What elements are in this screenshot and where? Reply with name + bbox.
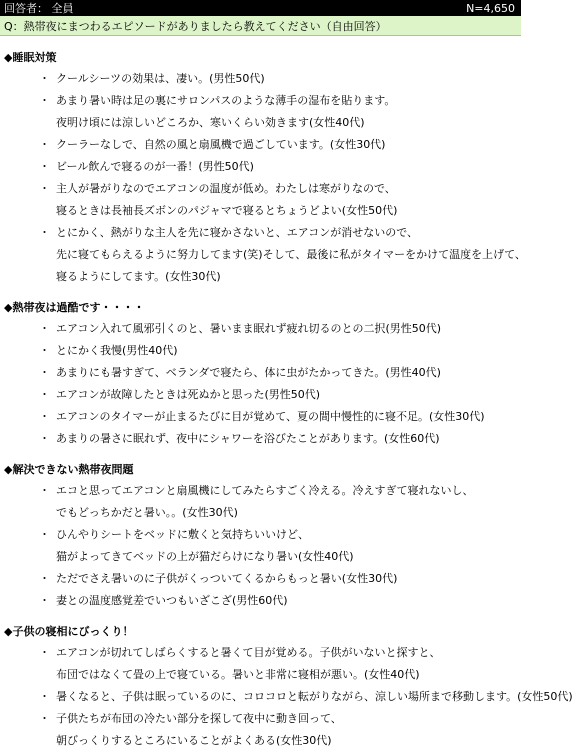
list-item (0, 480, 521, 524)
answer-items (0, 68, 526, 288)
bullet-icon: ・ (39, 138, 50, 151)
list-item (0, 708, 521, 752)
respondent-header (0, 0, 521, 16)
list-item (0, 590, 521, 612)
bullet-icon: ・ (39, 690, 50, 703)
answer-line: 主人が暑がりなのでエアコンの温度が低め。わたしは寒がりなので、 (56, 182, 396, 195)
answer-line: 夜明け頃には涼しいどころか、寒いくらい効きます(女性40代) (56, 116, 365, 129)
sample-count: N=4,650 (466, 1, 515, 15)
answer-line: エアコンが故障したときは死ぬかと思った(男性50代) (56, 388, 321, 401)
bullet-icon: ・ (39, 94, 50, 107)
bullet-icon: ・ (39, 410, 50, 423)
bullet-icon: ・ (39, 322, 50, 335)
bullet-icon: ・ (39, 572, 50, 585)
bullet-icon: ・ (39, 160, 50, 173)
question-text: Q：熱帯夜にまつわるエピソードがありましたら教えてください（自由回答） (4, 19, 387, 33)
answer-line: 妻との温度感覚差でいつもいざこざ(男性60代) (56, 594, 288, 607)
list-item (0, 384, 521, 406)
answer-line: 子供たちが布団の冷たい部分を探して夜中に動き回って、 (56, 712, 342, 725)
bullet-icon: ・ (39, 388, 50, 401)
answer-line: あまりにも暑すぎて、ベランダで寝たら、体に虫がたかってきた。(男性40代) (56, 366, 441, 379)
bullet-icon: ・ (39, 528, 50, 541)
answer-line: でもどっちかだと暑い。。(女性30代) (56, 506, 238, 519)
list-item (0, 156, 521, 178)
respondents-label: 回答者： 全員 (4, 2, 74, 15)
section-title: ◆睡眠対策 (4, 51, 57, 64)
question-bar (0, 16, 521, 36)
bullet-icon: ・ (39, 226, 50, 239)
answer-line: ひんやりシートをベッドに敷くと気持ちいいけど、 (56, 528, 309, 541)
list-item (0, 134, 521, 156)
bullet-icon: ・ (39, 484, 50, 497)
list-item (0, 428, 521, 450)
answer-line: とにかく我慢(男性40代) (56, 344, 178, 357)
bullet-icon: ・ (39, 432, 50, 445)
answer-line: 先に寝てもらえるように努力してます(笑)そして、最後に私がタイマーをかけて温度を上げて、 (56, 248, 526, 261)
answer-line: 暑くなると、子供は眠っているのに、コロコロと転がりながら、涼しい場所まで移動します。(女性50代) (56, 690, 573, 703)
list-item (0, 340, 521, 362)
list-item (0, 642, 521, 686)
list-item (0, 362, 521, 384)
bullet-icon: ・ (39, 72, 50, 85)
answer-items (0, 642, 573, 752)
list-item (0, 222, 526, 288)
list-item (0, 686, 573, 708)
bullet-icon: ・ (39, 594, 50, 607)
answer-line: あまりの暑さに眠れず、夜中にシャワーを浴びたことがあります。(女性60代) (56, 432, 440, 445)
answer-section (0, 298, 521, 450)
list-item (0, 406, 521, 428)
answer-line: 布団ではなくて畳の上で寝ている。暑いと非常に寝相が悪い。(女性40代) (56, 668, 420, 681)
list-item (0, 318, 521, 340)
answer-line: ただでさえ暑いのに子供がくっついてくるからもっと暑い(女性30代) (56, 572, 398, 585)
answer-line: 寝るときは長袖長ズボンのパジャマで寝るとちょうどよい(女性50代) (56, 204, 398, 217)
bullet-icon: ・ (39, 712, 50, 725)
list-item (0, 178, 521, 222)
bullet-icon: ・ (39, 182, 50, 195)
answer-section (0, 460, 521, 612)
bullet-icon: ・ (39, 344, 50, 357)
answer-line: エアコンのタイマーが止まるたびに目が覚めて、夏の間中慢性的に寝不足。(女性30代) (56, 410, 485, 423)
section-title: ◆解決できない熱帯夜問題 (4, 463, 134, 476)
answer-line: クールシーツの効果は、凄い。(男性50代) (56, 72, 265, 85)
answer-section (0, 622, 573, 752)
answer-line: エアコンが切れてしばらくすると暑くて目が覚める。子供がいないと探すと、 (56, 646, 441, 659)
answer-section (0, 48, 526, 288)
answer-line: 寝るようにしてます。(女性30代) (56, 270, 221, 283)
section-title: ◆熱帯夜は過酷です・・・・ (4, 301, 145, 314)
list-item (0, 90, 521, 134)
answer-line: エアコン入れて風邪引くのと、暑いまま眠れず疲れ切るのとの二択(男性50代) (56, 322, 442, 335)
answer-line: エコと思ってエアコンと扇風機にしてみたらすごく冷える。冷えすぎて寝れないし、 (56, 484, 474, 497)
list-item (0, 524, 521, 568)
answer-line: 猫がよってきてベッドの上が猫だらけになり暑い(女性40代) (56, 550, 354, 563)
list-item (0, 68, 521, 90)
answer-items (0, 480, 521, 612)
answer-line: あまり暑い時は足の裏にサロンパスのような薄手の湿布を貼ります。 (56, 94, 396, 107)
bullet-icon: ・ (39, 646, 50, 659)
answer-line: クーラーなしで、自然の風と扇風機で過ごしています。(女性30代) (56, 138, 386, 151)
section-title: ◆子供の寝相にびっくり！ (4, 625, 134, 638)
answer-line: とにかく、熱がりな主人を先に寝かさないと、エアコンが消せないので、 (56, 226, 419, 239)
answer-items (0, 318, 521, 450)
bullet-icon: ・ (39, 366, 50, 379)
answer-line: 朝びっくりするところにいることがよくある(女性30代) (56, 734, 332, 747)
list-item (0, 568, 521, 590)
answers-list (0, 48, 573, 752)
answer-line: ビール飲んで寝るのが一番！(男性50代) (56, 160, 254, 173)
